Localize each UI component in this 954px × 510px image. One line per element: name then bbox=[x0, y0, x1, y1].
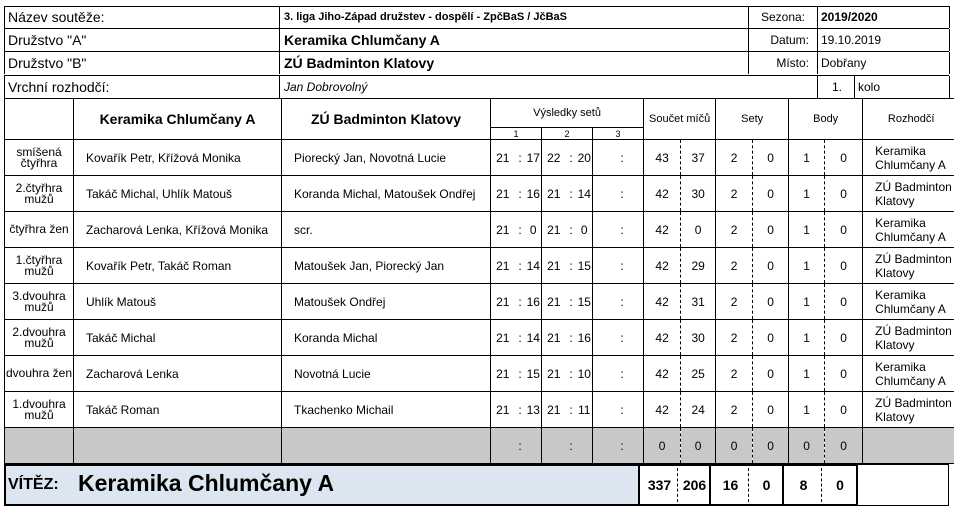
table-row bbox=[5, 356, 954, 392]
player-b: Koranda Michal, Matoušek Ondřej bbox=[282, 176, 491, 212]
set1-colon: : bbox=[515, 212, 526, 248]
set2-header: 2 bbox=[542, 128, 593, 140]
team-a-header: Keramika Chlumčany A bbox=[74, 99, 282, 140]
set2-score-b: 10 bbox=[577, 356, 593, 392]
header-row-competition bbox=[4, 6, 950, 28]
summary-sa: 0 bbox=[716, 428, 753, 464]
set1-score-a: 21 bbox=[491, 140, 515, 176]
table-row bbox=[5, 176, 954, 212]
table-row bbox=[5, 248, 954, 284]
match-winner: ZÚ Badminton Klatovy bbox=[863, 248, 954, 284]
header-row-team-a bbox=[4, 29, 950, 51]
summary-set3-b bbox=[628, 428, 644, 464]
body-a: 1 bbox=[789, 320, 825, 356]
body-b: 0 bbox=[825, 176, 863, 212]
set2-score-a: 21 bbox=[542, 356, 566, 392]
player-b: Koranda Michal bbox=[282, 320, 491, 356]
set3-score-a bbox=[593, 392, 617, 428]
team-b-value: ZÚ Badminton Klatovy bbox=[284, 55, 435, 71]
set2-score-a: 22 bbox=[542, 140, 566, 176]
set3-colon: : bbox=[617, 248, 628, 284]
summary-sb: 0 bbox=[753, 428, 789, 464]
summary-ba: 0 bbox=[789, 428, 825, 464]
match-type: 2.dvouhra mužů bbox=[5, 320, 74, 356]
points-b: 0 bbox=[681, 212, 716, 248]
winner-body-a: 8 bbox=[799, 477, 808, 493]
set1-score-b: 17 bbox=[526, 140, 542, 176]
competition-label: Název soutěže: bbox=[8, 9, 105, 25]
winner-header: Rozhodčí bbox=[863, 99, 954, 140]
set3-score-b bbox=[628, 248, 644, 284]
points-a: 42 bbox=[644, 356, 681, 392]
winner-points-b: 206 bbox=[682, 477, 707, 493]
set3-score-b bbox=[628, 212, 644, 248]
set2-score-b: 20 bbox=[577, 140, 593, 176]
match-winner: Keramika Chlumčany A bbox=[863, 284, 954, 320]
set3-colon: : bbox=[617, 140, 628, 176]
set2-score-a: 21 bbox=[542, 212, 566, 248]
set3-colon: : bbox=[617, 212, 628, 248]
body-a: 1 bbox=[789, 284, 825, 320]
set3-colon: : bbox=[617, 392, 628, 428]
set3-score-a bbox=[593, 284, 617, 320]
points-b: 31 bbox=[681, 284, 716, 320]
sets-a: 2 bbox=[716, 284, 753, 320]
points-b: 30 bbox=[681, 176, 716, 212]
set2-score-b: 16 bbox=[577, 320, 593, 356]
match-winner: ZÚ Badminton Klatovy bbox=[863, 176, 954, 212]
player-a: Takáč Roman bbox=[74, 392, 282, 428]
points-a: 42 bbox=[644, 176, 681, 212]
set1-score-a: 21 bbox=[491, 392, 515, 428]
summary-set1-b bbox=[526, 428, 542, 464]
set1-score-b: 14 bbox=[526, 320, 542, 356]
referee-label: Vrchní rozhodčí: bbox=[8, 79, 110, 95]
place-label: Místo: bbox=[776, 56, 809, 70]
match-winner: Keramika Chlumčany A bbox=[863, 212, 954, 248]
set3-colon: : bbox=[617, 176, 628, 212]
summary-b bbox=[282, 428, 491, 464]
set3-score-a bbox=[593, 248, 617, 284]
summary-bb: 0 bbox=[825, 428, 863, 464]
points-b: 24 bbox=[681, 392, 716, 428]
summary-row bbox=[5, 428, 954, 464]
points-b: 37 bbox=[681, 140, 716, 176]
table-row bbox=[5, 284, 954, 320]
referee-value: Jan Dobrovolný bbox=[284, 80, 368, 94]
set1-colon: : bbox=[515, 356, 526, 392]
match-type: 1.dvouhra mužů bbox=[5, 392, 74, 428]
sets-b: 0 bbox=[753, 284, 789, 320]
summary-winner bbox=[863, 428, 954, 464]
match-type: dvouhra žen bbox=[5, 356, 74, 392]
round-number: 1. bbox=[831, 80, 842, 94]
set3-score-b bbox=[628, 284, 644, 320]
set1-score-a: 21 bbox=[491, 356, 515, 392]
summary-a bbox=[74, 428, 282, 464]
sets-b: 0 bbox=[753, 356, 789, 392]
winner-name: Keramika Chlumčany A bbox=[78, 470, 335, 496]
set3-colon: : bbox=[617, 320, 628, 356]
points-a: 42 bbox=[644, 212, 681, 248]
body-b: 0 bbox=[825, 392, 863, 428]
sets-header: Sety bbox=[716, 99, 789, 140]
set3-score-b bbox=[628, 176, 644, 212]
set3-score-a bbox=[593, 212, 617, 248]
player-b: Tkachenko Michail bbox=[282, 392, 491, 428]
points-a: 43 bbox=[644, 140, 681, 176]
header-row-team-b bbox=[4, 52, 950, 74]
set2-score-a: 21 bbox=[542, 284, 566, 320]
set2-colon: : bbox=[566, 248, 577, 284]
sets-a: 2 bbox=[716, 176, 753, 212]
set3-score-a bbox=[593, 176, 617, 212]
set1-score-b: 16 bbox=[526, 284, 542, 320]
set1-score-b: 16 bbox=[526, 176, 542, 212]
winner-points-a: 337 bbox=[647, 477, 672, 493]
set3-score-a bbox=[593, 140, 617, 176]
set1-colon: : bbox=[515, 284, 526, 320]
body-b: 0 bbox=[825, 320, 863, 356]
player-b: Matoušek Ondřej bbox=[282, 284, 491, 320]
sets-a: 2 bbox=[716, 356, 753, 392]
season-label: Sezona: bbox=[760, 10, 806, 24]
table-row bbox=[5, 140, 954, 176]
points-a: 42 bbox=[644, 320, 681, 356]
sets-a: 2 bbox=[716, 212, 753, 248]
set2-colon: : bbox=[566, 176, 577, 212]
match-type: 1.čtyřhra mužů bbox=[5, 248, 74, 284]
set2-score-b: 14 bbox=[577, 176, 593, 212]
set2-score-a: 21 bbox=[542, 248, 566, 284]
summary-set2-a bbox=[542, 428, 566, 464]
points-b: 30 bbox=[681, 320, 716, 356]
set1-score-a: 21 bbox=[491, 176, 515, 212]
set2-colon: : bbox=[566, 284, 577, 320]
sets-b: 0 bbox=[753, 140, 789, 176]
set3-score-a bbox=[593, 320, 617, 356]
date-label: Datum: bbox=[770, 33, 809, 47]
winner-empty-box bbox=[858, 464, 949, 506]
sets-b: 0 bbox=[753, 248, 789, 284]
player-a: Takáč Michal, Uhlík Matouš bbox=[74, 176, 282, 212]
player-b: Matoušek Jan, Piorecký Jan bbox=[282, 248, 491, 284]
set1-colon: : bbox=[515, 140, 526, 176]
body-b: 0 bbox=[825, 140, 863, 176]
competition-value: 3. liga Jiho-Západ družstev - dospělí - ZpčBaS / JčBaS bbox=[284, 11, 568, 23]
winner-row bbox=[4, 464, 949, 506]
set3-colon: : bbox=[617, 356, 628, 392]
sets-a: 2 bbox=[716, 320, 753, 356]
set3-score-b bbox=[628, 320, 644, 356]
match-type: 3.dvouhra mužů bbox=[5, 284, 74, 320]
player-a: Kovařík Petr, Křížová Monika bbox=[74, 140, 282, 176]
points-a: 42 bbox=[644, 284, 681, 320]
set1-score-a: 21 bbox=[491, 320, 515, 356]
winner-sets-a: 16 bbox=[722, 477, 739, 493]
set2-score-b: 0 bbox=[577, 212, 593, 248]
summary-set2-colon: : bbox=[566, 428, 577, 464]
sets-b: 0 bbox=[753, 212, 789, 248]
summary-set2-b bbox=[577, 428, 593, 464]
body-a: 1 bbox=[789, 140, 825, 176]
winner-body-b: 0 bbox=[836, 477, 844, 493]
set3-colon: : bbox=[617, 284, 628, 320]
player-a: Kovařík Petr, Takáč Roman bbox=[74, 248, 282, 284]
summary-pb: 0 bbox=[681, 428, 716, 464]
summary-set3-colon: : bbox=[617, 428, 628, 464]
match-type: čtyřhra žen bbox=[5, 212, 74, 248]
match-type: smíšená čtyřhra bbox=[5, 140, 74, 176]
set2-score-a: 21 bbox=[542, 176, 566, 212]
summary-set1-a bbox=[491, 428, 515, 464]
set1-colon: : bbox=[515, 176, 526, 212]
body-b: 0 bbox=[825, 212, 863, 248]
set1-score-b: 13 bbox=[526, 392, 542, 428]
match-points-header: Body bbox=[789, 99, 863, 140]
set1-score-a: 21 bbox=[491, 284, 515, 320]
set1-score-b: 0 bbox=[526, 212, 542, 248]
set2-score-b: 15 bbox=[577, 248, 593, 284]
body-b: 0 bbox=[825, 248, 863, 284]
summary-type bbox=[5, 428, 74, 464]
sets-a: 2 bbox=[716, 248, 753, 284]
body-a: 1 bbox=[789, 248, 825, 284]
team-b-label: Družstvo "B" bbox=[8, 55, 87, 71]
sets-a: 2 bbox=[716, 140, 753, 176]
set1-colon: : bbox=[515, 248, 526, 284]
set2-score-b: 15 bbox=[577, 284, 593, 320]
column-header-row bbox=[5, 99, 954, 128]
set3-score-b bbox=[628, 140, 644, 176]
sets-b: 0 bbox=[753, 320, 789, 356]
set1-colon: : bbox=[515, 320, 526, 356]
points-a: 42 bbox=[644, 392, 681, 428]
winner-sets-b: 0 bbox=[762, 477, 771, 493]
set3-header: 3 bbox=[593, 128, 644, 140]
body-a: 1 bbox=[789, 212, 825, 248]
body-a: 1 bbox=[789, 356, 825, 392]
player-a: Zacharová Lenka, Křížová Monika bbox=[74, 212, 282, 248]
match-winner: ZÚ Badminton Klatovy bbox=[863, 320, 954, 356]
team-b-header: ZÚ Badminton Klatovy bbox=[282, 99, 491, 140]
summary-set1-colon: : bbox=[515, 428, 526, 464]
points-b: 25 bbox=[681, 356, 716, 392]
player-b: Novotná Lucie bbox=[282, 356, 491, 392]
player-a: Uhlík Matouš bbox=[74, 284, 282, 320]
set2-score-b: 11 bbox=[577, 392, 593, 428]
table-row bbox=[5, 392, 954, 428]
set2-colon: : bbox=[566, 320, 577, 356]
set3-score-b bbox=[628, 356, 644, 392]
set2-colon: : bbox=[566, 140, 577, 176]
match-winner: Keramika Chlumčany A bbox=[863, 140, 954, 176]
match-type: 2.čtyřhra mužů bbox=[5, 176, 74, 212]
set1-score-b: 15 bbox=[526, 356, 542, 392]
player-a: Takáč Michal bbox=[74, 320, 282, 356]
set1-header: 1 bbox=[491, 128, 542, 140]
set3-score-b bbox=[628, 392, 644, 428]
match-winner: ZÚ Badminton Klatovy bbox=[863, 392, 954, 428]
winner-label: VÍTĚZ: bbox=[8, 476, 59, 493]
set3-score-a bbox=[593, 356, 617, 392]
team-a-value: Keramika Chlumčany A bbox=[284, 32, 440, 48]
sets-a: 2 bbox=[716, 392, 753, 428]
body-a: 1 bbox=[789, 176, 825, 212]
date-value: 19.10.2019 bbox=[821, 33, 882, 47]
summary-pa: 0 bbox=[644, 428, 681, 464]
round-label: kolo bbox=[858, 80, 881, 94]
match-winner: Keramika Chlumčany A bbox=[863, 356, 954, 392]
points-sum-header: Součet míčů bbox=[644, 99, 716, 140]
body-b: 0 bbox=[825, 356, 863, 392]
table-row bbox=[5, 320, 954, 356]
set-results-header: Výsledky setů bbox=[491, 99, 644, 128]
set2-colon: : bbox=[566, 212, 577, 248]
set1-score-a: 21 bbox=[491, 248, 515, 284]
points-b: 29 bbox=[681, 248, 716, 284]
set2-score-a: 21 bbox=[542, 392, 566, 428]
sets-b: 0 bbox=[753, 392, 789, 428]
set2-score-a: 21 bbox=[542, 320, 566, 356]
player-b: Piorecký Jan, Novotná Lucie bbox=[282, 140, 491, 176]
summary-set3-a bbox=[593, 428, 617, 464]
type-header bbox=[5, 99, 74, 140]
set1-score-b: 14 bbox=[526, 248, 542, 284]
table-row bbox=[5, 212, 954, 248]
player-a: Zacharová Lenka bbox=[74, 356, 282, 392]
body-b: 0 bbox=[825, 284, 863, 320]
points-a: 42 bbox=[644, 248, 681, 284]
set2-colon: : bbox=[566, 356, 577, 392]
sets-b: 0 bbox=[753, 176, 789, 212]
player-b: scr. bbox=[282, 212, 491, 248]
header-row-referee bbox=[4, 76, 950, 98]
set2-colon: : bbox=[566, 392, 577, 428]
matches-table bbox=[4, 98, 954, 464]
season-value: 2019/2020 bbox=[821, 10, 878, 24]
body-a: 1 bbox=[789, 392, 825, 428]
place-value: Dobřany bbox=[821, 56, 867, 70]
set1-score-a: 21 bbox=[491, 212, 515, 248]
team-a-label: Družstvo "A" bbox=[8, 32, 87, 48]
set1-colon: : bbox=[515, 392, 526, 428]
